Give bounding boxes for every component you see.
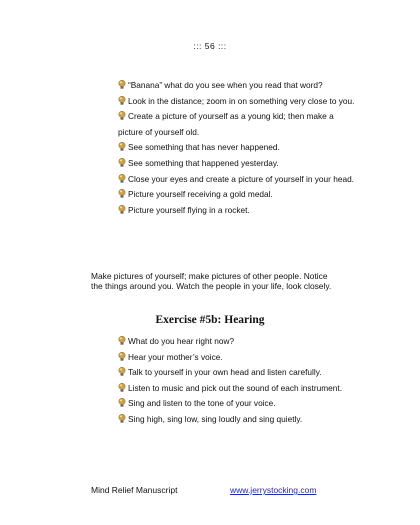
list-item bbox=[118, 412, 358, 428]
section-heading: Exercise #5b: Hearing bbox=[155, 314, 265, 326]
list-item-text: Talk to yourself in your own head and listen carefully. bbox=[128, 367, 322, 378]
list-item-text: Picture yourself flying in a rocket. bbox=[128, 204, 250, 215]
list-item bbox=[118, 187, 358, 203]
lightbulb-icon bbox=[118, 80, 126, 89]
list-item-text: What do you hear right now? bbox=[128, 336, 235, 346]
list-item-text: See something that happened yesterday. bbox=[128, 157, 279, 168]
lightbulb-icon bbox=[118, 352, 126, 361]
list-item-text: Picture yourself receiving a gold medal. bbox=[128, 189, 273, 200]
footer-title: Mind Relief Manuscript bbox=[91, 485, 178, 495]
list-item bbox=[118, 334, 358, 350]
list-item bbox=[118, 94, 358, 110]
list-item-text: Look in the distance; zoom in on something very close to you. bbox=[128, 95, 355, 106]
lightbulb-icon bbox=[118, 111, 126, 120]
list-item-text: Sing high, sing low, sing loudly and sing quietly. bbox=[128, 413, 303, 424]
list-item bbox=[118, 140, 358, 156]
lightbulb-icon bbox=[118, 367, 126, 376]
list-item bbox=[118, 396, 358, 412]
list-item bbox=[118, 78, 358, 94]
lightbulb-icon bbox=[118, 158, 126, 167]
lightbulb-icon bbox=[118, 336, 126, 345]
body-paragraph: Make pictures of yourself; make pictures of other people. Notice the things around you. Watch the people in your life, look closely. bbox=[91, 271, 332, 292]
lightbulb-icon bbox=[118, 205, 126, 214]
list-item-text: “Banana” what do you see when you read that word? bbox=[128, 80, 323, 90]
lightbulb-icon bbox=[118, 189, 126, 198]
list-item bbox=[118, 109, 358, 140]
lightbulb-icon bbox=[118, 414, 126, 423]
list-item bbox=[118, 365, 358, 381]
list-item bbox=[118, 350, 358, 366]
hearing-exercise-list bbox=[118, 334, 358, 428]
lightbulb-icon bbox=[118, 383, 126, 392]
visualization-exercise-list bbox=[118, 78, 358, 218]
list-item-text: Create a picture of yourself as a young kid; then make a picture of yourself old. bbox=[118, 111, 334, 137]
lightbulb-icon bbox=[118, 142, 126, 151]
footer-website-link[interactable]: www.jerrystocking.com bbox=[230, 485, 317, 495]
lightbulb-icon bbox=[118, 174, 126, 183]
list-item-text: Listen to music and pick out the sound of each instrument. bbox=[128, 382, 342, 393]
list-item bbox=[118, 172, 358, 188]
list-item-text: Sing and listen to the tone of your voice. bbox=[128, 398, 276, 409]
list-item-text: Close your eyes and create a picture of yourself in your head. bbox=[128, 173, 354, 184]
list-item-text: Hear your mother’s voice. bbox=[128, 351, 223, 362]
list-item bbox=[118, 381, 358, 397]
lightbulb-icon bbox=[118, 96, 126, 105]
list-item bbox=[118, 203, 358, 219]
list-item-text: See something that has never happened. bbox=[128, 142, 280, 153]
page-number: ::: 56 ::: bbox=[193, 41, 227, 51]
lightbulb-icon bbox=[118, 398, 126, 407]
list-item bbox=[118, 156, 358, 172]
